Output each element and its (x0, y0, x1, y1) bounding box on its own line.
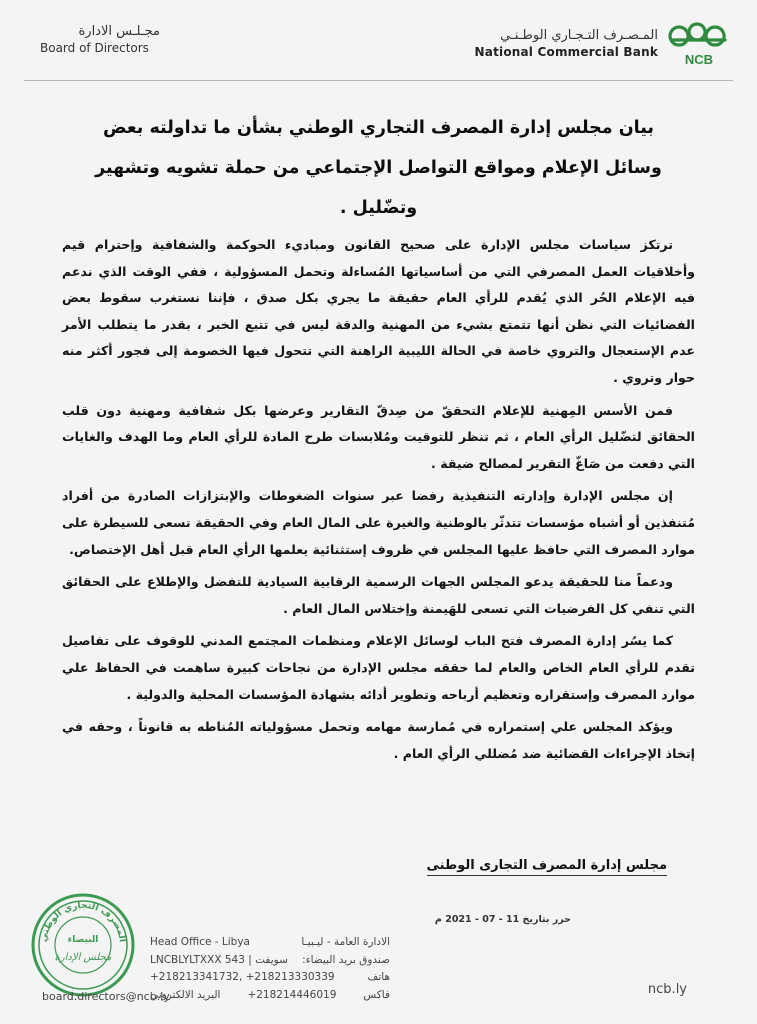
paragraph-1: ترتكز سياسات مجلس الإدارة على صحيح القانون ومباديء الحوكمة والشفافية وإحترام قيم وأخلاقيات العمل المصرفي التي من أساسياتها المُساءلة وتحمل المسؤولية ، ففي الوقت الذي ندعم فيه الإعلام الحُر الذي يُقدم للرأي العام حقيقة ما يجري بكل صدق ، فإننا نستغرب سقوط بعض الفضائيات التي نظن أنها تتمتع بشيء من المهنية والدقة ليس في تتبع الخبر ، بقدر ما يتطلب الأمر عدم الإستعجال والتروي خاصة في الحالة الليبية الراهنة التي تتحول فيها الخصومة إلى فجور أكثر منه حوار وتروي . (62, 237, 695, 385)
paragraph-5: كما يسُر إدارة المصرف فتح الباب لوسائل الإعلام ومنظمات المجتمع المدني للوقوف على تفاصيل تقدم للرأي العام الخاص والعام لما حققه مجلس الإدارة من نجاحات كبيرة ساهمت في الحفاظ علي موارد المصرف وإستقراره وتعظيم أرباحه وتطوير أدائه بشهادة المؤسسات المحلية والدولية . (62, 633, 695, 702)
head-office-ar: الادارة العامة - ليـبيـا (301, 936, 390, 948)
paragraph-6: ويؤكد المجلس علي إستمراره في مُمارسة مهامه وتحمل مسؤولياته المُناطه به قانوناً ، وحقه في إتخاذ الإجراءات القضائية ضد مُضللي الرأي العام . (62, 719, 695, 761)
bank-name-english: National Commercial Bank (474, 45, 658, 59)
head-office-en: Head Office - Libya (150, 936, 250, 948)
board-header (40, 24, 190, 55)
pobox-label: صندوق بريد البيضاء: (302, 953, 390, 966)
fax-label: فاكس (363, 988, 390, 1001)
ncb-logo-text: NCB (684, 52, 714, 67)
board-name-arabic: مجـلـس الادارة (78, 24, 160, 39)
bank-names (475, 28, 658, 59)
fax-value: +218214446019 (247, 988, 337, 1001)
contact-block (150, 934, 390, 1004)
phone-value: +218213341732, +218213330339 (150, 971, 335, 983)
paragraph-4: ودعماً منا للحقيقة يدعو المجلس الجهات الرسمية الرقابية السيادية للتفضل والإطلاع على الحقائق التي تنفي كل الفرضيات التي تسعى للهَيمنة وإختلاس المال العام . (62, 574, 695, 616)
header-divider (24, 80, 733, 81)
board-stamp-icon (28, 890, 138, 1000)
statement-body (62, 232, 695, 773)
ncb-logo-icon (665, 18, 733, 68)
website-link[interactable]: ncb.ly (647, 982, 687, 997)
bank-name-arabic: المـصـرف التـجـاري الوطـنـي (500, 28, 658, 43)
issue-date: حرر بتاريخ 11 - 07 - 2021 م (434, 914, 571, 925)
statement-title: بيان مجلس إدارة المصرف التجاري الوطني بشأن ما تداولته بعض وسائل الإعلام ومواقع التواصل الإجتماعي من حملة تشويه وتشهير وتضّليل . (95, 118, 662, 218)
board-name-english: Board of Directors (40, 41, 149, 55)
bank-header (433, 18, 733, 68)
stamp-city: البيضاء (67, 935, 99, 945)
email-label: البريد الالكتروني (150, 988, 221, 1001)
head-office-row (150, 934, 390, 952)
fax-row (150, 987, 390, 1005)
stamp-outer-text: المصرف التجاري الوطني (38, 900, 127, 943)
stamp-inner-text: مجلس الإدارة (54, 952, 112, 963)
paragraph-3: إن مجلس الإدارة وإدارته التنفيذية رفضا عبر سنوات الضغوطات والإبتزازات الصادرة من أفراد مُتنفذين أو أشباه مؤسسات تتدثّر بالوطنية والغيرة على المال العام وفي الحقيقة تسعى للسيطرة على موارد المصرف التي حافظ عليها المجلس في ظروف إستثنائية يعلمها الرأي العام قبل أهل الإختصاص. (62, 488, 695, 557)
phone-label: هاتف (367, 971, 390, 983)
pobox-value: LNCBLYLTXXX سويفت | 543 (150, 953, 288, 966)
email-link[interactable]: board.directors@ncb.ly (42, 990, 170, 1003)
pobox-row (150, 952, 390, 970)
phone-row (150, 969, 390, 987)
signature-line: مجلس إدارة المصرف التجارى الوطنى (427, 858, 667, 876)
paragraph-2: فمن الأسس المِهنية للإعلام التحققّ من صِدقّ التقارير وعرضها بكل شفافية ومهنية دون قلب الحقائق لتضّليل الرأي العام ، ثم تنظر للتوقيت ومُلابسات طرح المادة للرأي العام وما الهدف والغايات التي دفعت من صَاغّ التقرير لمصالح ضيقة . (62, 402, 695, 471)
